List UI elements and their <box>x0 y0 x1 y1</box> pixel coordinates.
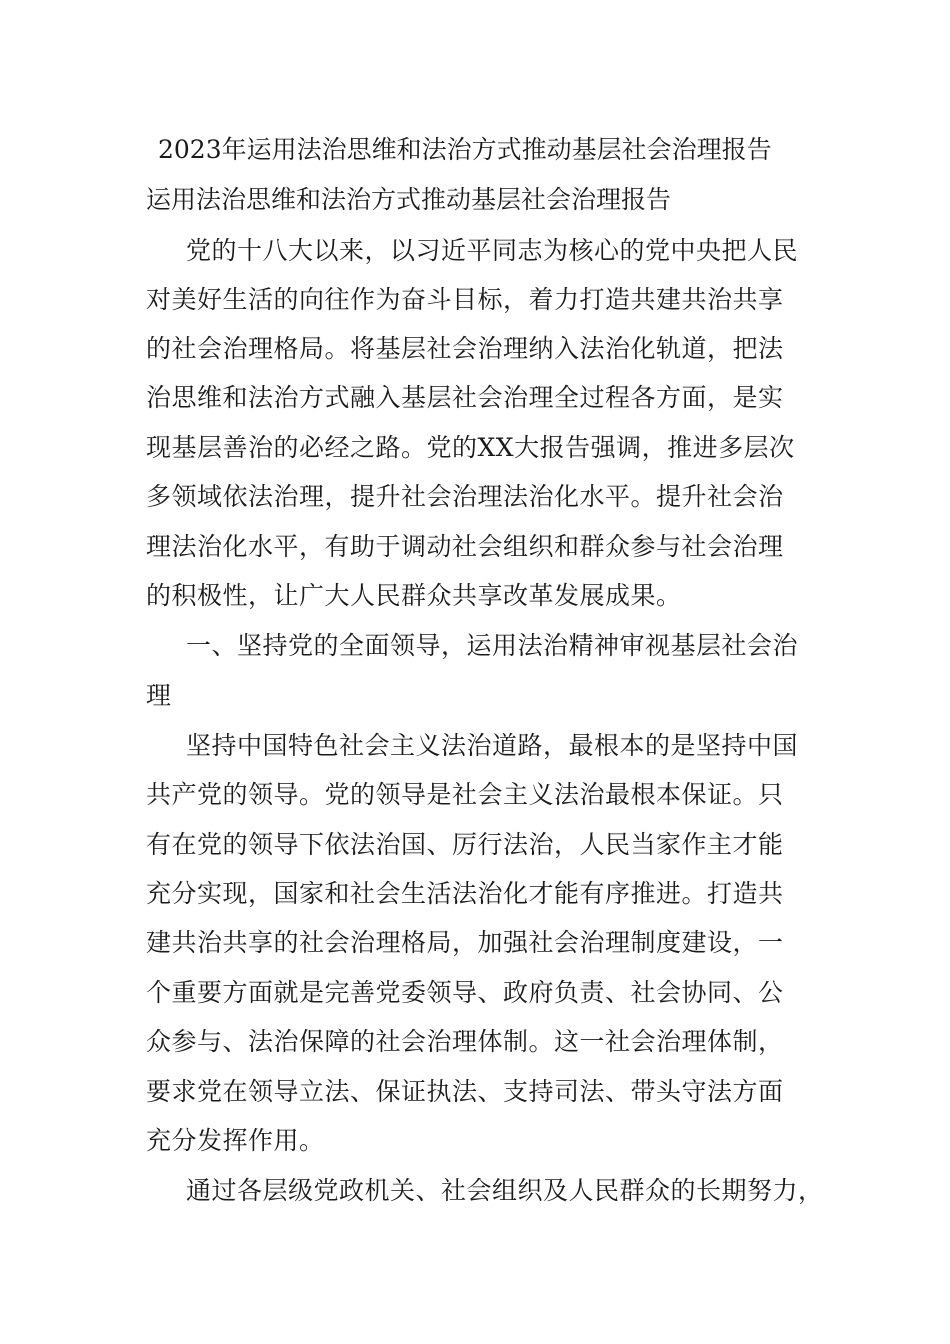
document-subtitle: 运用法治思维和法治方式推动基层社会治理报告 <box>146 185 672 214</box>
document-title: 2023年运用法治思维和法治方式推动基层社会治理报告 <box>158 135 772 164</box>
paragraph-line: 共产党的领导。党的领导是社会主义法治最根本保证。只 <box>146 780 784 809</box>
paragraph-line: 个重要方面就是完善党委领导、政府负责、社会协同、公 <box>146 978 784 1007</box>
paragraph-line: 充分发挥作用。 <box>146 1126 325 1155</box>
paragraph-line: 对美好生活的向往作为奋斗目标，着力打造共建共治共享 <box>146 285 784 314</box>
paragraph-line: 的社会治理格局。将基层社会治理纳入法治化轨道，把法 <box>146 334 784 363</box>
section-heading-line: 理 <box>146 681 172 710</box>
paragraph-line: 党的十八大以来，以习近平同志为核心的党中央把人民 <box>186 236 799 265</box>
paragraph-line: 多领域依法治理，提升社会治理法治化水平。提升社会治 <box>146 482 784 511</box>
paragraph-line: 治思维和法治方式融入基层社会治理全过程各方面，是实 <box>146 383 784 412</box>
paragraph-line: 的积极性，让广大人民群众共享改革发展成果。 <box>146 581 682 610</box>
section-heading-line: 一、坚持党的全面领导，运用法治精神审视基层社会治 <box>186 631 799 660</box>
paragraph-line: 建共治共享的社会治理格局，加强社会治理制度建设，一 <box>146 928 784 957</box>
paragraph-line: 充分实现，国家和社会生活法治化才能有序推进。打造共 <box>146 879 784 908</box>
paragraph-line: 要求党在领导立法、保证执法、支持司法、带头守法方面 <box>146 1077 784 1106</box>
paragraph-line: 现基层善治的必经之路。党的XX大报告强调，推进多层次 <box>146 433 795 462</box>
paragraph-line: 有在党的领导下依法治国、厉行法治，人民当家作主才能 <box>146 830 784 859</box>
paragraph-line: 理法治化水平，有助于调动社会组织和群众参与社会治理 <box>146 532 784 561</box>
paragraph-line: 众参与、法治保障的社会治理体制。这一社会治理体制， <box>146 1027 784 1056</box>
paragraph-line: 坚持中国特色社会主义法治道路，最根本的是坚持中国 <box>186 731 799 760</box>
paragraph-line: 通过各层级党政机关、社会组织及人民群众的长期努力， <box>186 1176 824 1205</box>
